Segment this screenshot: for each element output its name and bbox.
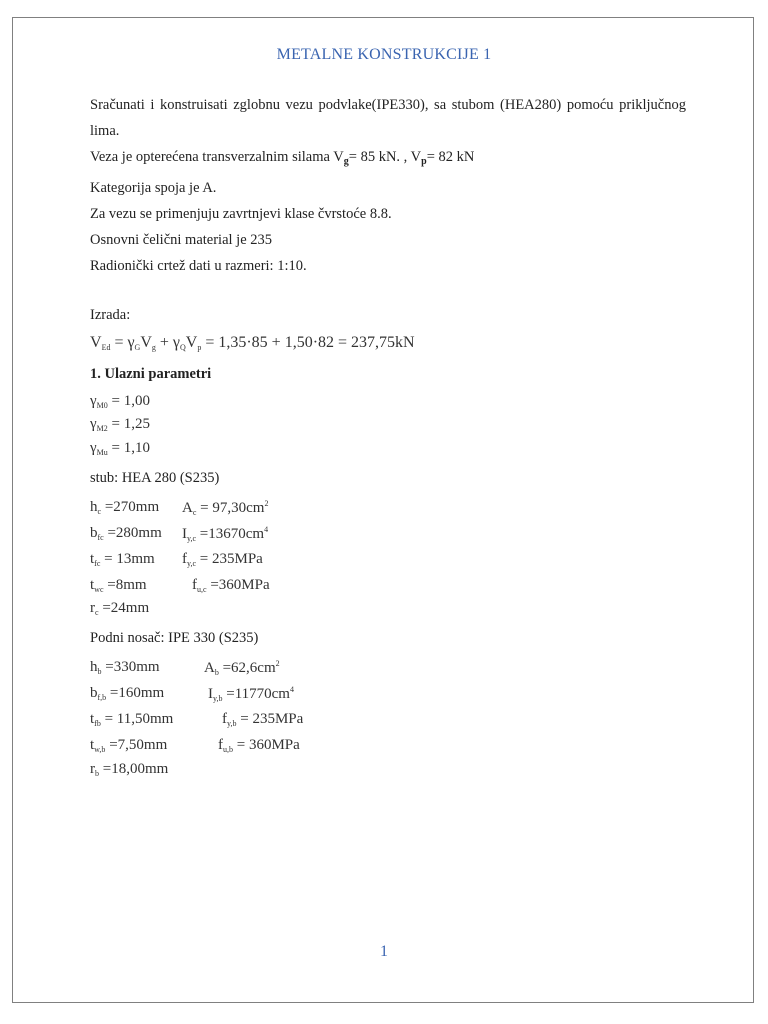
gamma-m0: $\gamma_{M0} = 1,00$ — [90, 393, 150, 410]
beam-param-r: $r_b =18,00mm$ — [90, 761, 169, 778]
task-line-3: Kategorija spoja je A. — [90, 180, 217, 196]
column-param-tf: $t_{fc} = 13mm$ — [90, 551, 155, 568]
task-line-6: Radionički crtež dati u razmeri: 1:10. — [90, 258, 307, 274]
beam-param-tf: $t_{fb} = 11,50mm$ — [90, 711, 174, 728]
task-line-4: Za vezu se primenjuju zavrtnjevi klase čvrstoće 8.8. — [90, 206, 392, 222]
task-line-5: Osnovni čelični material je 235 — [90, 232, 273, 248]
beam-param-i: $I_{y,b} =11770cm^4$ — [208, 685, 294, 703]
beam-param-fu: $f_{u,b} = 360MPa$ — [218, 737, 300, 754]
gamma-mu: $\gamma_{Mu} = 1,10$ — [90, 440, 150, 457]
task-line-2: Veza je opterećena transverzalnim silama $V_g= 85$ kN. , $V_p= 82$ kN — [90, 149, 475, 167]
document-title: METALNE KONSTRUKCIJE 1 — [276, 46, 492, 63]
task-line-1: Sračunati i konstruisati zglobnu vezu podvlake(IPE330), sa stubom (HEA280) pomoću priključnog lima. — [90, 97, 686, 139]
column-label: stub: HEA 280 (S235) — [90, 470, 220, 486]
beam-param-b: $b_{f,b} =160mm$ — [90, 685, 165, 702]
section-heading-input-parameters: 1. Ulazni parametri — [90, 366, 212, 382]
column-param-fy: $f_{y,c} = 235MPa$ — [182, 551, 263, 568]
beam-label: Podni nosač: IPE 330 (S235) — [90, 630, 259, 646]
column-param-fu: $f_{u,c} =360MPa$ — [192, 577, 270, 594]
beam-param-a: $A_b =62,6cm^2$ — [204, 659, 280, 677]
column-param-b: $b_{fc} =280mm$ — [90, 525, 162, 542]
column-param-r: $r_c =24mm$ — [90, 600, 150, 617]
beam-param-h: $h_b =330mm$ — [90, 659, 160, 676]
task-text — [90, 92, 686, 279]
izrada-label: Izrada: — [90, 307, 131, 323]
column-param-a: $A_c = 97,30cm^2$ — [182, 499, 269, 517]
page-number: 1 — [380, 943, 388, 960]
beam-param-tw: $t_{w,b} =7,50mm$ — [90, 737, 168, 754]
beam-param-fy: $f_{y,b} = 235MPa$ — [222, 711, 304, 728]
column-param-tw: $t_{wc} =8mm$ — [90, 577, 147, 594]
gamma-m2: $\gamma_{M2} = 1,25$ — [90, 416, 150, 433]
design-force-formula: $V_{Ed} = \gamma_GV_g + \gamma_QV_p = 1,35\cdot 85 + 1,50\cdot 82 = 237,75kN$ — [90, 334, 415, 352]
column-param-h: $h_c =270mm$ — [90, 499, 160, 516]
column-param-i: $I_{y,c} =13670cm^4$ — [182, 525, 269, 543]
